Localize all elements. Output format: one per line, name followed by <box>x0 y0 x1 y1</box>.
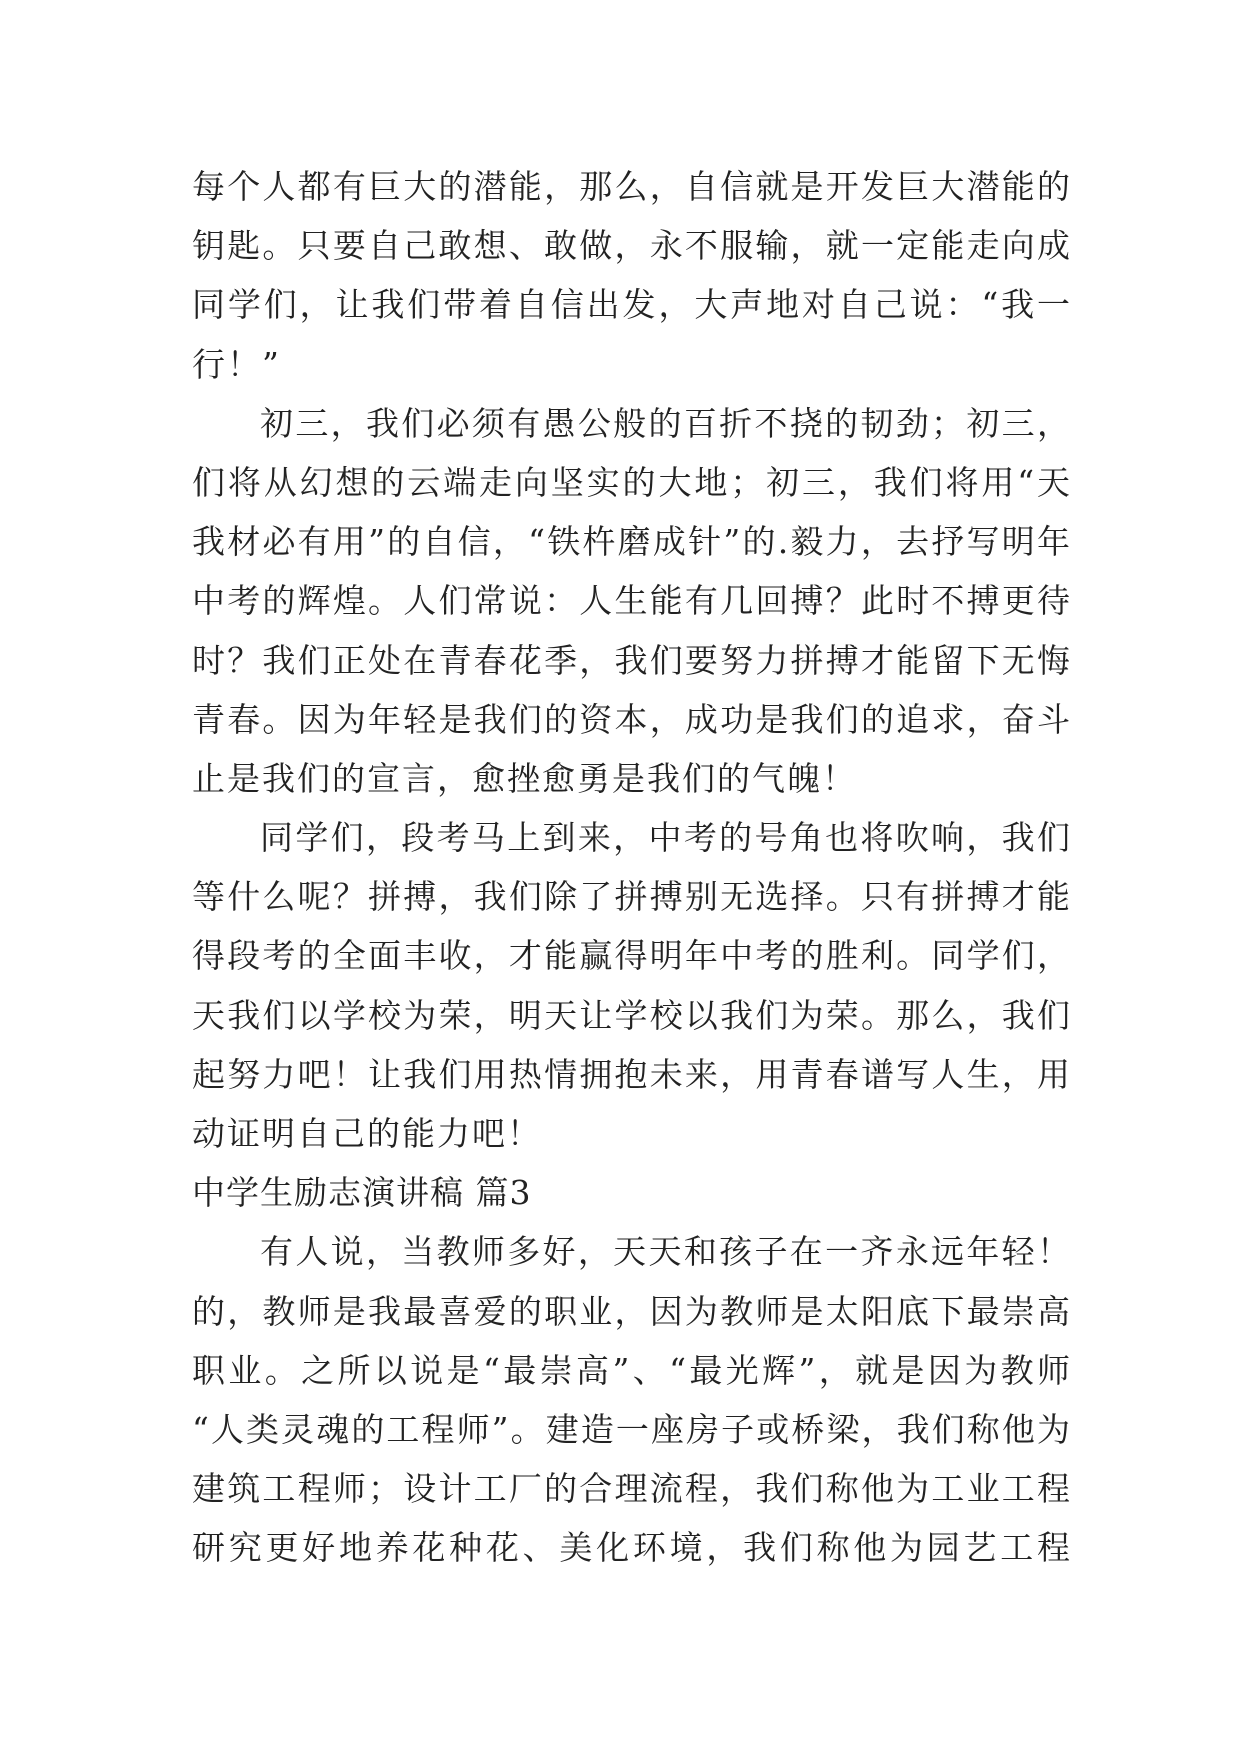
paragraph-line: 止是我们的宣言，愈挫愈勇是我们的气魄！ <box>192 758 857 798</box>
paragraph-line: 青春。因为年轻是我们的资本，成功是我们的追求，奋斗 <box>192 699 1072 739</box>
paragraph-line: 等什么呢？拼搏，我们除了拼搏别无选择。只有拼搏才能 <box>192 877 1072 917</box>
paragraph-line: 职业。之所以说是“最崇高”、“最光辉”，就是因为教师 <box>192 1350 1072 1390</box>
paragraph-2 <box>192 394 1072 808</box>
paragraph-line: 建筑工程师；设计工厂的合理流程，我们称他为工业工程 <box>192 1469 1072 1509</box>
paragraph-line: 研究更好地养花种花、美化环境，我们称他为园艺工程 <box>192 1528 1072 1568</box>
paragraph-line: 同学们，段考马上到来，中考的号角也将吹响，我们 <box>260 818 1072 858</box>
paragraph-line: 得段考的全面丰收，才能赢得明年中考的胜利。同学们， <box>192 936 1072 976</box>
paragraph-line: 同学们，让我们带着自信出发，大声地对自己说：“我一 <box>192 285 1072 325</box>
paragraph-line: 每个人都有巨大的潜能，那么，自信就是开发巨大潜能的 <box>192 167 1072 206</box>
paragraph-line: “人类灵魂的工程师”。建造一座房子或桥梁，我们称他为 <box>192 1409 1072 1449</box>
paragraph-line: 行！” <box>192 344 281 384</box>
paragraph-4 <box>192 1222 1072 1577</box>
paragraph-line: 时？我们正处在青春花季，我们要努力拼搏才能留下无悔 <box>192 640 1072 680</box>
paragraph-line: 天我们以学校为荣，明天让学校以我们为荣。那么，我们 <box>192 995 1072 1035</box>
section-heading: 中学生励志演讲稿 篇3 <box>192 1173 532 1213</box>
paragraph-line: 们将从幻想的云端走向坚实的大地；初三，我们将用“天 <box>192 462 1072 502</box>
paragraph-line: 动证明自己的能力吧！ <box>192 1114 542 1153</box>
paragraph-line: 有人说，当教师多好，天天和孩子在一齐永远年轻！ <box>260 1232 1072 1272</box>
paragraph-line: 初三，我们必须有愚公般的百折不挠的韧劲；初三， <box>260 403 1072 443</box>
document-body <box>192 157 1072 1578</box>
paragraph-line: 我材必有用”的自信，“铁杵磨成针”的.毅力，去抒写明年 <box>192 522 1072 562</box>
paragraph-3 <box>192 808 1072 1163</box>
paragraph-line: 中考的辉煌。人们常说：人生能有几回搏？此时不搏更待 <box>192 581 1072 621</box>
paragraph-line: 的，教师是我最喜爱的职业，因为教师是太阳底下最崇高 <box>192 1291 1072 1331</box>
paragraph-line: 起努力吧！让我们用热情拥抱未来，用青春谱写人生，用 <box>192 1054 1072 1094</box>
paragraph-1 <box>192 157 1072 394</box>
paragraph-line: 钥匙。只要自己敢想、敢做，永不服输，就一定能走向成 <box>192 226 1072 266</box>
